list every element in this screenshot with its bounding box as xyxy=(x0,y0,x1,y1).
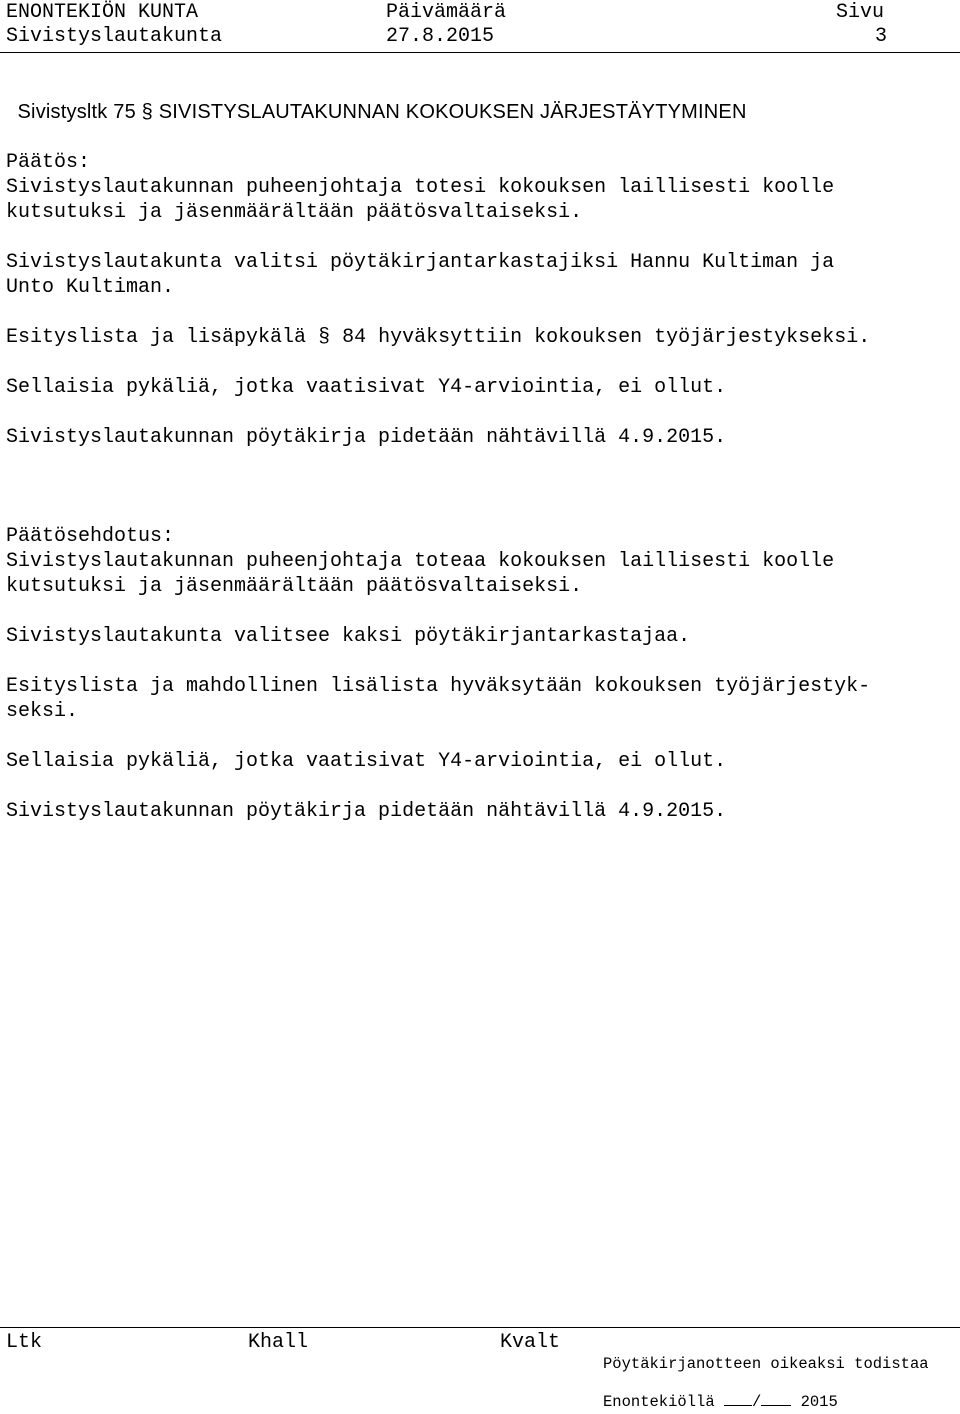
proposal-p5: Sivistyslautakunnan pöytäkirja pidetään nähtävillä 4.9.2015. xyxy=(6,800,727,823)
decision-p5: Sivistyslautakunnan pöytäkirja pidetään nähtävillä 4.9.2015. xyxy=(6,426,727,449)
decision-p3-before: Esityslista ja lisäpykälä xyxy=(6,326,307,349)
footer-kvalt: Kvalt xyxy=(500,1331,561,1354)
decision-p1-line2: kutsutuksi ja jäsenmäärältään päätösvaltaiseksi. xyxy=(6,201,583,224)
decision-p4: Sellaisia pykäliä, jotka vaatisivat Y4-arviointia, ei ollut. xyxy=(6,376,727,399)
paragraph-sign-icon: § xyxy=(318,326,331,349)
section-heading xyxy=(6,75,747,125)
footer-ltk: Ltk xyxy=(6,1331,43,1354)
proposal-p1-line2: kutsutuksi ja jäsenmäärältään päätösvaltaiseksi. xyxy=(6,575,583,598)
decision-p3-after: 84 hyväksyttiin kokouksen työjärjestykseksi. xyxy=(342,326,871,349)
footer-place-date xyxy=(603,1391,838,1412)
decision-p1-line1: Sivistyslautakunnan puheenjohtaja totesi kokouksen laillisesti koolle xyxy=(6,176,835,199)
footer-month-blank xyxy=(761,1391,791,1406)
footer-place: Enontekiöllä xyxy=(603,1393,715,1411)
footer-day-blank xyxy=(724,1391,752,1406)
section-title: SIVISTYSLAUTAKUNNAN KOKOUKSEN JÄRJESTÄYTYMINEN xyxy=(158,101,747,123)
header-org: ENONTEKIÖN KUNTA xyxy=(6,1,199,24)
proposal-p3-line1: Esityslista ja mahdollinen lisälista hyväksytään kokouksen työjärjestyk- xyxy=(6,675,871,698)
footer-certify: Pöytäkirjanotteen oikeaksi todistaa xyxy=(603,1355,929,1373)
footer-khall: Khall xyxy=(248,1331,309,1354)
header-date-label: Päivämäärä xyxy=(386,1,507,24)
proposal-p2: Sivistyslautakunta valitsee kaksi pöytäkirjantarkastajaa. xyxy=(6,625,691,648)
header-page-value: 3 xyxy=(875,25,888,48)
decision-p2-line2: Unto Kultiman. xyxy=(6,276,175,299)
decision-p2-line1: Sivistyslautakunta valitsi pöytäkirjantarkastajiksi Hannu Kultiman ja xyxy=(6,251,835,274)
proposal-p4: Sellaisia pykäliä, jotka vaatisivat Y4-arviointia, ei ollut. xyxy=(6,750,727,773)
footer-year: 2015 xyxy=(800,1393,838,1411)
header-page-label: Sivu xyxy=(836,1,885,24)
decision-p3 xyxy=(6,325,870,350)
proposal-p1-line1: Sivistyslautakunnan puheenjohtaja toteaa kokouksen laillisesti koolle xyxy=(6,550,835,573)
header-date-value: 27.8.2015 xyxy=(386,25,495,48)
section-sign-icon: § xyxy=(141,101,153,123)
footer-divider xyxy=(0,1327,960,1328)
decision-label: Päätös: xyxy=(6,151,91,174)
section-number: Sivistysltk 75 xyxy=(17,101,136,123)
proposal-label: Päätösehdotus: xyxy=(6,525,175,548)
proposal-p3-line2: seksi. xyxy=(6,700,79,723)
header-divider xyxy=(0,52,960,53)
header-body-name: Sivistyslautakunta xyxy=(6,25,223,48)
footer-slash: / xyxy=(751,1393,762,1411)
